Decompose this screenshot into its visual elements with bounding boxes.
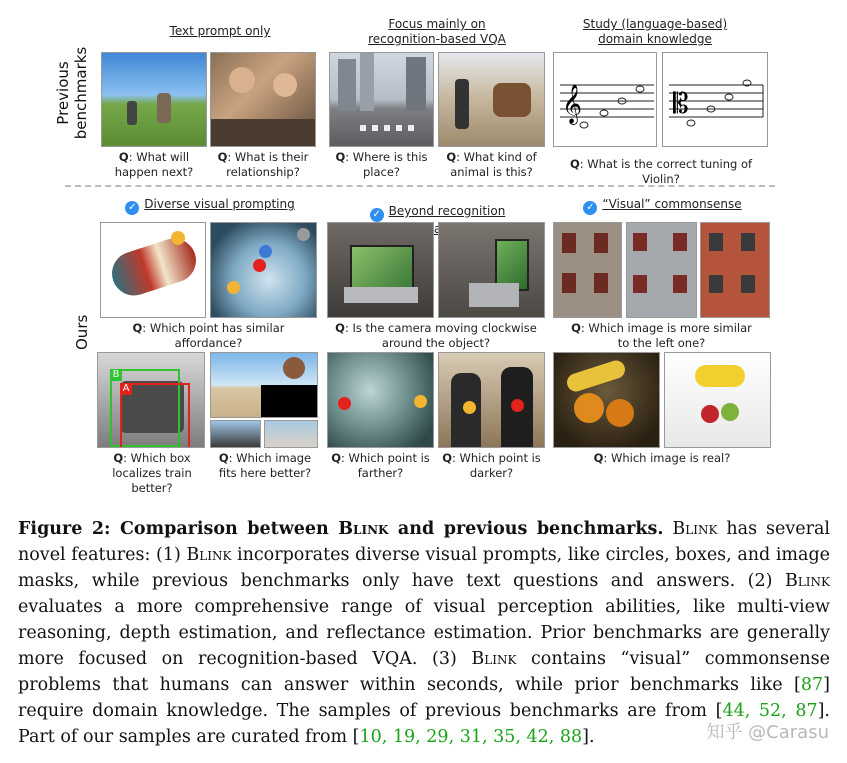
- question-point-darker: Q: Which point is darker?: [442, 451, 541, 480]
- svg-text:𝄡: 𝄡: [673, 87, 689, 120]
- header-visual-commonsense: ✓ “Visual” commonsense: [555, 197, 770, 215]
- question-what-will-happen: Q: What will happen next?: [114, 150, 194, 179]
- header-domain-knowledge: Study (language-based) domain knowledge: [582, 17, 728, 46]
- image-pine-branch: [327, 352, 434, 448]
- question-point-farther: Q: Which point is farther?: [331, 451, 430, 480]
- header-beyond-recognition: ✓ Beyond recognition: [330, 189, 545, 237]
- question-more-similar: Q: Which image is more similar to the left one?: [571, 321, 752, 350]
- image-building-1: [553, 222, 622, 318]
- header-diverse-visual-prompting: ✓ Diverse visual prompting: [100, 197, 320, 215]
- dashed-separator: [65, 185, 775, 187]
- image-building-2: [626, 222, 697, 318]
- ours-label: Ours: [73, 314, 91, 350]
- figure-label: Figure 2:: [18, 519, 111, 539]
- question-similar-affordance: Q: Which point has similar affordance?: [132, 321, 285, 350]
- image-laptop-1: [327, 222, 434, 318]
- check-icon: ✓: [125, 201, 139, 215]
- citation-link[interactable]: 44, 52, 87: [722, 701, 818, 721]
- image-beach-mask: [210, 352, 318, 418]
- question-image-fits: Q: Which image fits here better?: [218, 451, 312, 480]
- music-staff-1: [554, 53, 657, 147]
- image-violin-staff-2: [662, 52, 768, 147]
- image-option-2: [264, 420, 318, 448]
- image-violin-staff-1: [553, 52, 657, 147]
- image-train-boxes: [97, 352, 205, 448]
- figure-caption: Figure 2: Comparison between Blink and previous benchmarks. Blink has several novel features: (1) Blink incorporates diverse visual prompts, like circles, boxes, and image masks, while previous benchmarks only have text questions and answers. (2) Blink evaluates a more comprehensive range of visual perception abilities, like multi-view reasoning, depth estimation, and reflectance estimation. Prior benchmarks are generally more focused on recognition-based VQA. (3) Blink contains “visual” commonsense problems that humans can answer within seconds, while prior benchmarks like [87] require domain knowledge. The samples of previous benchmarks are from [44, 52, 87]. Part of our samples are curated from [10, 19, 29, 31, 35, 42, 88].: [18, 519, 831, 747]
- question-image-real: Q: Which image is real?: [593, 451, 731, 465]
- image-two-people-indoor: [438, 352, 545, 448]
- image-fruit-basket-2: [664, 352, 771, 448]
- header-recognition-vqa: Focus mainly on recognition-based VQA: [368, 17, 506, 46]
- watermark: 知乎 @Carasu: [706, 722, 829, 743]
- image-brush: [100, 222, 206, 318]
- image-people-horse: [438, 52, 545, 147]
- citation-link[interactable]: 87: [800, 675, 824, 695]
- svg-text:𝄞: 𝄞: [562, 84, 583, 124]
- question-relationship: Q: What is their relationship?: [217, 150, 309, 179]
- label-a: A: [120, 383, 132, 395]
- image-field-people: [101, 52, 207, 147]
- mask-box: [261, 385, 318, 418]
- header-text-prompt-only: Text prompt only: [169, 24, 271, 38]
- check-icon: ✓: [583, 201, 597, 215]
- check-icon: ✓: [370, 208, 384, 222]
- question-camera-clockwise: Q: Is the camera moving clockwise around the object?: [335, 321, 537, 350]
- image-laptop-2: [438, 222, 545, 318]
- music-staff-2: [663, 53, 768, 147]
- question-violin-tuning: Q: What is the correct tuning of Violin?: [569, 157, 753, 186]
- citation-link[interactable]: 10, 19, 29, 31, 35, 42, 88: [359, 727, 583, 747]
- question-train-box: Q: Which box localizes train better?: [112, 451, 192, 495]
- image-building-3: [700, 222, 770, 318]
- image-whisk-bowl: [210, 222, 317, 318]
- previous-benchmarks-label: Previous benchmarks: [54, 46, 90, 140]
- label-b: B: [110, 369, 122, 381]
- image-city-street: [329, 52, 434, 147]
- image-option-1: [210, 420, 261, 448]
- question-what-animal: Q: What kind of animal is this?: [446, 150, 537, 179]
- image-two-people-table: [210, 52, 316, 147]
- image-fruit-basket-1: [553, 352, 660, 448]
- caption-title: Comparison between Blink and previous benchmarks.: [110, 519, 664, 539]
- question-where-is-place: Q: Where is this place?: [335, 150, 428, 179]
